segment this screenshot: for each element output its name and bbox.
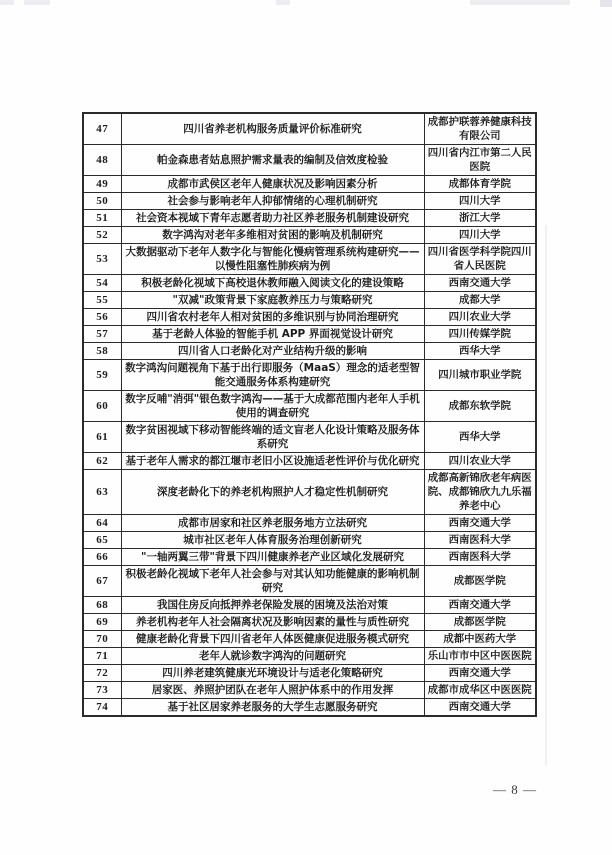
project-title: 大数据驱动下老年人数字化与智能化慢病管理系统构建研究——以慢性阻塞性肺疾病为例 (121, 244, 424, 275)
institution: 四川大学 (424, 227, 536, 244)
table-row (83, 210, 536, 227)
table-row (83, 699, 536, 717)
table-row (83, 453, 536, 470)
institution: 乐山市市中区中医医院 (424, 648, 536, 665)
row-number: 49 (83, 176, 121, 193)
table-row (83, 227, 536, 244)
table-row (83, 292, 536, 309)
project-title: 积极老龄化视域下老年人社会参与对其认知功能健康的影响机制研究 (121, 566, 424, 597)
row-number: 63 (83, 470, 121, 515)
row-number: 50 (83, 193, 121, 210)
project-title: "双减"政策背景下家庭教养压力与策略研究 (121, 292, 424, 309)
institution: 四川农业大学 (424, 309, 536, 326)
project-title: "一轴两翼三带"背景下四川健康养老产业区域化发展研究 (121, 549, 424, 566)
page-number: — 8 — (493, 782, 537, 797)
project-title: 基于老龄人体验的智能手机 APP 界面视觉设计研究 (121, 326, 424, 343)
table-row (83, 145, 536, 176)
scan-artifact (0, 0, 14, 5)
row-number: 53 (83, 244, 121, 275)
table-row (83, 360, 536, 391)
table-row (83, 648, 536, 665)
institution: 成都东软学院 (424, 391, 536, 422)
table-row (83, 113, 536, 145)
institution: 成都市成华区中医医院 (424, 682, 536, 699)
project-title: 帕金森患者姑息照护需求量表的编制及信效度检验 (121, 145, 424, 176)
institution: 四川省医学科学院四川省人民医院 (424, 244, 536, 275)
project-title: 四川省农村老年人相对贫困的多维识别与协同治理研究 (121, 309, 424, 326)
row-number: 60 (83, 391, 121, 422)
table-row (83, 597, 536, 614)
institution: 成都医学院 (424, 614, 536, 631)
project-title: 数字贫困视域下移动智能终端的适文盲老人化设计策略及服务体系研究 (121, 422, 424, 453)
institution: 西南交通大学 (424, 275, 536, 292)
institution: 浙江大学 (424, 210, 536, 227)
project-title: 基于老年人需求的都江堰市老旧小区设施适老性评价与优化研究 (121, 453, 424, 470)
row-number: 68 (83, 597, 121, 614)
row-number: 61 (83, 422, 121, 453)
institution: 西南交通大学 (424, 665, 536, 682)
project-list-table (82, 112, 537, 717)
project-title: 数字鸿沟对老年多维相对贫困的影响及机制研究 (121, 227, 424, 244)
institution: 成都医学院 (424, 566, 536, 597)
table-row (83, 176, 536, 193)
table-row (83, 631, 536, 648)
table-row (83, 614, 536, 631)
row-number: 51 (83, 210, 121, 227)
project-title: 四川省人口老龄化对产业结构升级的影响 (121, 343, 424, 360)
institution: 西南医科大学 (424, 532, 536, 549)
table-row (83, 343, 536, 360)
row-number: 66 (83, 549, 121, 566)
row-number: 52 (83, 227, 121, 244)
row-number: 74 (83, 699, 121, 717)
institution: 四川大学 (424, 193, 536, 210)
project-title: 社会资本视域下青年志愿者助力社区养老服务机制建设研究 (121, 210, 424, 227)
institution: 西华大学 (424, 343, 536, 360)
institution: 西南交通大学 (424, 699, 536, 717)
project-title: 数字鸿沟问题视角下基于出行即服务（MaaS）理念的适老型智能交通服务体系构建研究 (121, 360, 424, 391)
row-number: 54 (83, 275, 121, 292)
table-row (83, 470, 536, 515)
institution: 四川传媒学院 (424, 326, 536, 343)
row-number: 72 (83, 665, 121, 682)
row-number: 48 (83, 145, 121, 176)
table-row (83, 275, 536, 292)
row-number: 59 (83, 360, 121, 391)
scan-artifact (470, 0, 570, 5)
institution: 西华大学 (424, 422, 536, 453)
project-title: 居家医、养照护团队在老年人照护体系中的作用发挥 (121, 682, 424, 699)
row-number: 55 (83, 292, 121, 309)
row-number: 70 (83, 631, 121, 648)
institution: 西南交通大学 (424, 515, 536, 532)
project-title: 我国住房反向抵押养老保险发展的困境及法治对策 (121, 597, 424, 614)
table-row (83, 391, 536, 422)
table-row (83, 309, 536, 326)
row-number: 67 (83, 566, 121, 597)
table-row (83, 549, 536, 566)
scan-artifact (600, 0, 612, 7)
project-title: 养老机构老年人社会隔离状况及影响因素的量性与质性研究 (121, 614, 424, 631)
row-number: 58 (83, 343, 121, 360)
project-title: 城市社区老年人体育服务治理创新研究 (121, 532, 424, 549)
table-row (83, 682, 536, 699)
row-number: 69 (83, 614, 121, 631)
institution: 成都中医药大学 (424, 631, 536, 648)
institution: 四川省内江市第二人民医院 (424, 145, 536, 176)
row-number: 62 (83, 453, 121, 470)
table-row (83, 326, 536, 343)
project-table-body (83, 113, 536, 716)
institution: 四川城市职业学院 (424, 360, 536, 391)
project-title: 四川养老建筑健康光环境设计与适老化策略研究 (121, 665, 424, 682)
project-title: 积极老龄化视域下高校退休教师融入阅读文化的建设策略 (121, 275, 424, 292)
project-title: 深度老龄化下的养老机构照护人才稳定性机制研究 (121, 470, 424, 515)
institution: 西南交通大学 (424, 597, 536, 614)
table-row (83, 566, 536, 597)
institution: 成都体育学院 (424, 176, 536, 193)
project-title: 老年人就诊数字鸿沟的问题研究 (121, 648, 424, 665)
project-title: 健康老龄化背景下四川省老年人体医健康促进服务模式研究 (121, 631, 424, 648)
row-number: 57 (83, 326, 121, 343)
table-row (83, 532, 536, 549)
table-row (83, 665, 536, 682)
project-title: 数字反哺"消弭"银色数字鸿沟——基于大成都范围内老年人手机使用的调查研究 (121, 391, 424, 422)
row-number: 71 (83, 648, 121, 665)
scan-artifact (545, 225, 547, 765)
project-title: 社会参与影响老年人抑郁情绪的心理机制研究 (121, 193, 424, 210)
table-row (83, 515, 536, 532)
institution: 西南医科大学 (424, 549, 536, 566)
institution: 成都护联蓉养健康科技有限公司 (424, 113, 536, 145)
project-title: 基于社区居家养老服务的大学生志愿服务研究 (121, 699, 424, 717)
row-number: 65 (83, 532, 121, 549)
row-number: 47 (83, 113, 121, 145)
project-title: 四川省养老机构服务质量评价标准研究 (121, 113, 424, 145)
project-title: 成都市武侯区老年人健康状况及影响因素分析 (121, 176, 424, 193)
project-title: 成都市居家和社区养老服务地方立法研究 (121, 515, 424, 532)
scan-artifact (24, 0, 50, 5)
scan-artifact (276, 0, 290, 5)
institution: 成都高新锦欣老年病医院、成都锦欣九九乐福养老中心 (424, 470, 536, 515)
row-number: 64 (83, 515, 121, 532)
table-row (83, 193, 536, 210)
row-number: 56 (83, 309, 121, 326)
table-row (83, 244, 536, 275)
table-row (83, 422, 536, 453)
row-number: 73 (83, 682, 121, 699)
institution: 四川农业大学 (424, 453, 536, 470)
institution: 成都大学 (424, 292, 536, 309)
